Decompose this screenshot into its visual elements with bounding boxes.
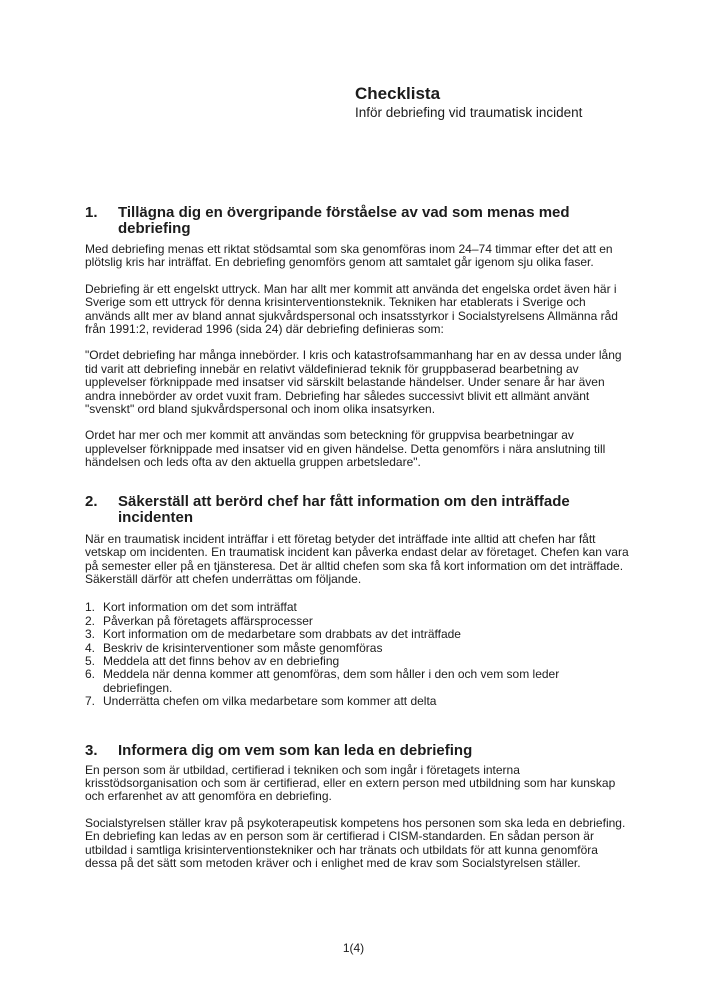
section-1-title: Tillägna dig en övergripande förståelse av vad som menas med debriefing	[118, 204, 570, 237]
section-3-heading	[85, 743, 630, 759]
section-1-number: 1.	[85, 204, 98, 221]
document-body	[85, 205, 630, 870]
section-2-heading	[85, 494, 630, 526]
paragraph: Med debriefing menas ett riktat stödsamtal som ska genomföras inom 24–74 timmar efter det att en plötslig kris har inträffat. En debriefing genomförs genom att samtalet går igenom sju olika faser.	[85, 242, 613, 270]
list-item	[85, 615, 630, 628]
list-item	[85, 642, 630, 655]
section-3-number: 3.	[85, 741, 98, 759]
list-item-text: Påverkan på företagets affärsprocesser	[103, 613, 313, 628]
list-item-text: Meddela när denna kommer att genomföras, dem som håller i den och vem som leder debriefingen.	[103, 667, 560, 695]
section-1-heading	[85, 205, 630, 237]
list-item-number: 2.	[85, 613, 96, 628]
list-item-number: 7.	[85, 694, 96, 709]
list-item-number: 4.	[85, 640, 96, 655]
section-3-title: Informera dig om vem som kan leda en debriefing	[118, 741, 473, 759]
list-item-text: Beskriv de krisinterventioner som måste genomföras	[103, 640, 383, 655]
list-item	[85, 668, 630, 695]
list-item-text: Kort information om de medarbetare som drabbats av det inträffade	[103, 627, 461, 642]
list-item	[85, 601, 630, 614]
list-item-number: 3.	[85, 627, 96, 642]
list-item	[85, 695, 630, 708]
paragraph: Socialstyrelsen ställer krav på psykoterapeutisk kompetens hos personen som ska leda en debriefing. En debriefing kan ledas av en person som är certifierad i CISM-standarden. En sådan person är utbildad i samtliga krisinterventionstekniker och har tränats och utbildats för att kunna genomföra dessa på det sätt som metoden kräver och i enlighet med de krav som Socialstyrelsen ställer.	[85, 815, 626, 870]
list-item	[85, 628, 630, 641]
document-subtitle: Inför debriefing vid traumatisk incident	[355, 105, 583, 120]
list-item-text: Kort information om det som inträffat	[103, 600, 297, 615]
list-item	[85, 655, 630, 668]
list-item-text: Underrätta chefen om vilka medarbetare som kommer att delta	[103, 694, 437, 709]
list-item-number: 1.	[85, 600, 96, 615]
paragraph-quote: "Ordet debriefing har många innebörder. I kris och katastrofsammanhang har en av dessa under lång tid varit att debriefing innebär en relativt väldefinierad teknik för gruppbaserad bearbetning av upplevelser förknippade med insatser vid särskilt belastande händelser. Under senare år har även andra innebörder av ordet vuxit fram. Debriefing har således successivt blivit ett allmänt använt "svenskt" ord bland sjukvårdspersonal och inom olika insatsyrken.	[85, 348, 622, 417]
paragraph: När en traumatisk incident inträffar i ett företag betyder det inträffade inte alltid att chefen har fått vetskap om incidenten. En traumatisk incident kan påverka endast delar av företaget. Chefen kan vara på semester eller på en tjänsteresa. Det är alltid chefen som ska få kort information om det inträffade. Säkerställ därför att chefen underrättas om följande.	[85, 531, 629, 586]
section-2-title: Säkerställ att berörd chef har fått information om den inträffade incidenten	[118, 492, 570, 526]
paragraph-quote: Ordet har mer och mer kommit att användas som beteckning för gruppvisa bearbetningar av upplevelser förknippade med insatser vid en given händelse. Detta genomförs i nära anslutning till händelsen och leds ofta av den aktuella gruppen arbetsledare".	[85, 428, 606, 470]
page-number: 1(4)	[342, 941, 365, 955]
section-2-number: 2.	[85, 492, 98, 510]
list-item-number: 5.	[85, 653, 96, 668]
document-header	[355, 84, 582, 121]
numbered-list	[85, 601, 630, 708]
list-item-number: 6.	[85, 667, 96, 682]
paragraph: En person som är utbildad, certifierad i tekniken och som ingår i företagets interna krisstödsorganisation och som är certifierad, eller en extern person med utbildning som har kunskap och erfarenhet av att genomföra en debriefing.	[85, 762, 616, 804]
list-item-text: Meddela att det finns behov av en debriefing	[103, 653, 340, 668]
document-title: Checklista	[355, 84, 441, 103]
paragraph: Debriefing är ett engelskt uttryck. Man har allt mer kommit att använda det engelska ordet även här i Sverige som ett uttryck för denna krisinterventionsteknik. Tekniken har etablerats i Sverige och används allt mer av bland annat sjukvårdspersonal och insatsstyrkor i Socialstyrelsens Allmänna råd från 1991:2, reviderad 1996 (sida 24) där debriefing definieras som:	[85, 281, 618, 337]
